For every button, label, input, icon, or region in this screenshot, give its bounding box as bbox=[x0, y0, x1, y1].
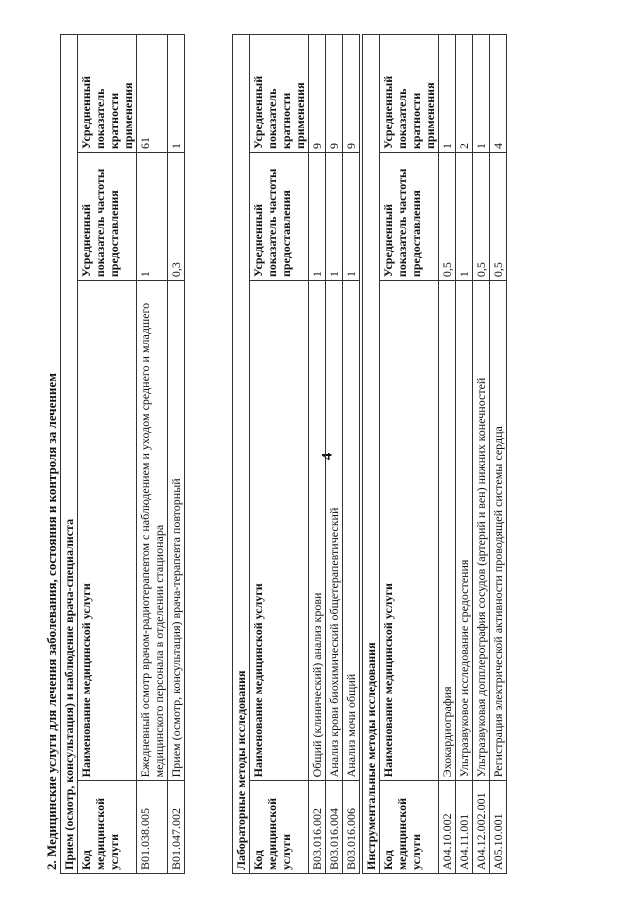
cell-code: B01.047.002 bbox=[168, 781, 185, 874]
header-multiplicity: Усредненный показатель кратности применения bbox=[380, 35, 439, 153]
cell-code: A05.10.001 bbox=[490, 781, 507, 874]
page-number: 4 bbox=[319, 452, 336, 461]
cell-frequency: 1 bbox=[309, 152, 326, 280]
cell-name: Анализ мочи общий bbox=[343, 281, 360, 781]
cell-multiplicity: 1 bbox=[168, 35, 185, 153]
table-row bbox=[456, 35, 473, 874]
header-frequency: Усредненный показатель частоты предоставления bbox=[78, 153, 137, 281]
cell-code: B03.016.006 bbox=[343, 781, 360, 874]
header-frequency: Усредненный показатель частоты предоставления bbox=[380, 152, 439, 280]
cell-frequency: 1 bbox=[343, 152, 360, 280]
cell-name: Ультразвуковая допплерография сосудов (артерий и вен) нижних конечностей bbox=[473, 281, 490, 781]
header-multiplicity: Усредненный показатель кратности применения bbox=[250, 35, 309, 153]
cell-frequency: 0,3 bbox=[168, 153, 185, 281]
table-row bbox=[473, 35, 490, 874]
cell-multiplicity: 9 bbox=[309, 35, 326, 153]
cell-multiplicity: 2 bbox=[456, 35, 473, 153]
header-name: Наименование медицинской услуги bbox=[250, 281, 309, 781]
cell-code: A04.12.002.001 bbox=[473, 781, 490, 874]
block-title: Инструментальные методы исследования bbox=[363, 35, 380, 874]
cell-name: Регистрация электрической активности проводящей системы сердца bbox=[490, 281, 507, 781]
header-code: Код медицинской услуги bbox=[380, 781, 439, 874]
cell-multiplicity: 1 bbox=[439, 35, 456, 153]
cell-frequency: 1 bbox=[137, 153, 168, 281]
cell-code: A04.11.001 bbox=[456, 781, 473, 874]
rotated-page-content bbox=[42, 34, 594, 874]
table-row bbox=[343, 35, 360, 874]
cell-name: Эхокардиография bbox=[439, 281, 456, 781]
table-row bbox=[439, 35, 456, 874]
cell-multiplicity: 4 bbox=[490, 35, 507, 153]
cell-code: A04.10.002 bbox=[439, 781, 456, 874]
cell-code: B03.016.002 bbox=[309, 781, 326, 874]
header-code: Код медицинской услуги bbox=[250, 781, 309, 874]
cell-multiplicity: 9 bbox=[343, 35, 360, 153]
header-multiplicity: Усредненный показатель кратности применения bbox=[78, 35, 137, 153]
table-row bbox=[326, 35, 343, 874]
cell-code: B01.038.005 bbox=[137, 781, 168, 874]
cell-frequency: 0,5 bbox=[439, 152, 456, 280]
cell-name: Ультразвуковое исследование средостения bbox=[456, 281, 473, 781]
table-row bbox=[137, 35, 168, 874]
cell-multiplicity: 9 bbox=[326, 35, 343, 153]
table-row bbox=[490, 35, 507, 874]
cell-multiplicity: 61 bbox=[137, 35, 168, 153]
cell-name: Общий (клинический) анализ крови bbox=[309, 281, 326, 781]
table-instrumental bbox=[362, 34, 507, 874]
section-title: 2. Медицинские услуги для лечения заболевания, состояния и контроля за лечением bbox=[44, 372, 59, 870]
block-title: Лабораторные методы исследования bbox=[233, 35, 250, 874]
header-name: Наименование медицинской услуги bbox=[78, 281, 137, 781]
header-name: Наименование медицинской услуги bbox=[380, 281, 439, 781]
cell-multiplicity: 1 bbox=[473, 35, 490, 153]
table-consultations bbox=[60, 34, 185, 874]
cell-frequency: 0,5 bbox=[490, 152, 507, 280]
table-laboratory bbox=[232, 34, 360, 874]
cell-name: Анализ крови биохимический общетерапевтический bbox=[326, 281, 343, 781]
cell-frequency: 1 bbox=[456, 152, 473, 280]
table-row bbox=[309, 35, 326, 874]
cell-frequency: 0,5 bbox=[473, 152, 490, 280]
block-title: Прием (осмотр, консультация) и наблюдение врача-специалиста bbox=[61, 35, 78, 874]
header-frequency: Усредненный показатель частоты предоставления bbox=[250, 152, 309, 280]
cell-frequency: 1 bbox=[326, 152, 343, 280]
cell-code: B03.016.004 bbox=[326, 781, 343, 874]
header-code: Код медицинской услуги bbox=[78, 781, 137, 874]
table-row bbox=[168, 35, 185, 874]
cell-name: Ежедневный осмотр врачом-радиотерапевтом с наблюдением и уходом среднего и младшего медицинского персонала в отделении стационара bbox=[137, 281, 168, 781]
cell-name: Прием (осмотр, консультация) врача-терапевта повторный bbox=[168, 281, 185, 781]
